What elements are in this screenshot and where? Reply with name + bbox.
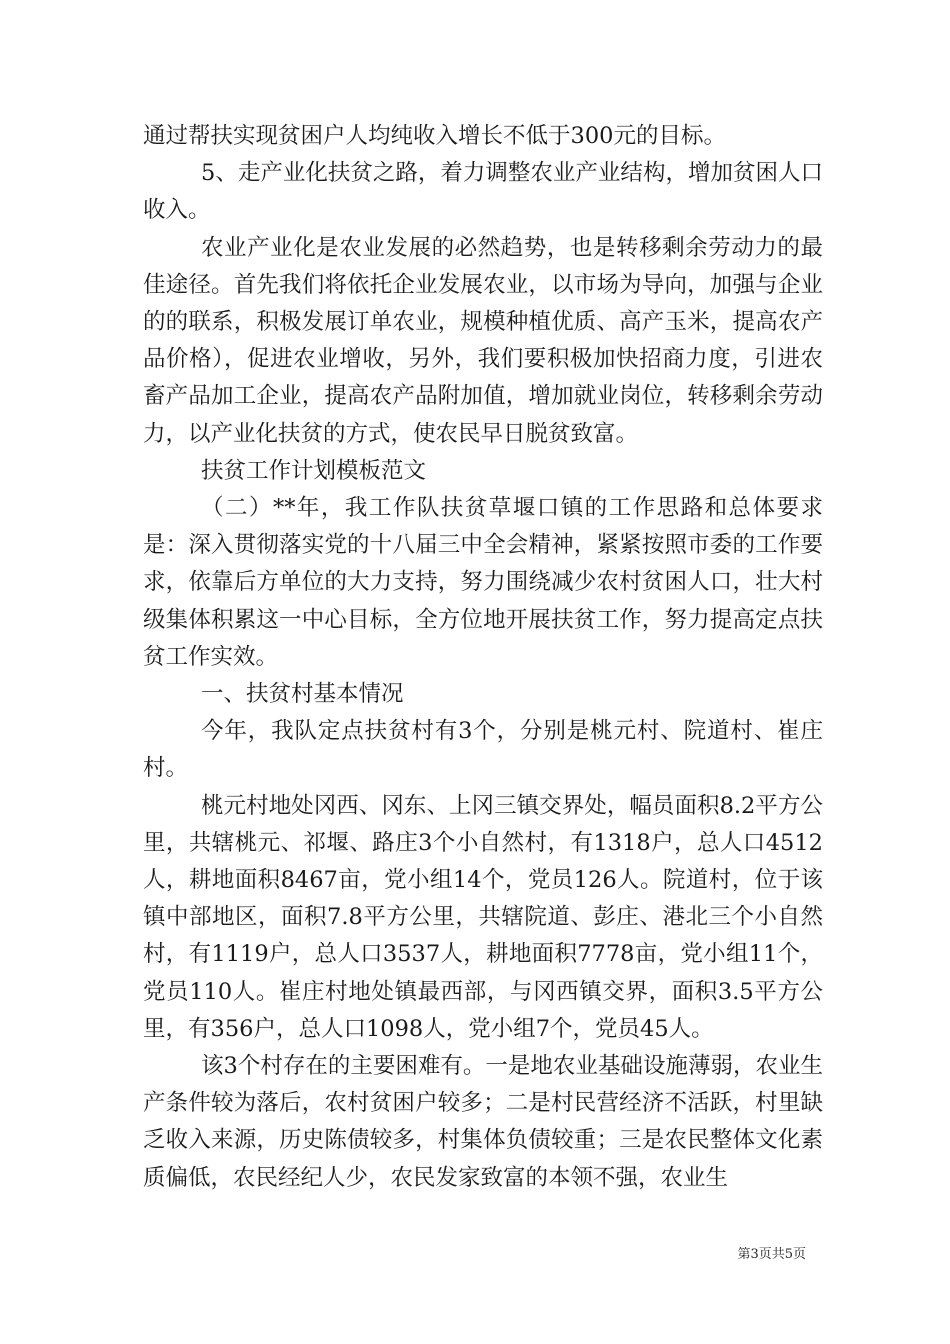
paragraph-7: 今年，我队定点扶贫村有3个，分别是桃元村、院道村、崔庄村。 bbox=[143, 718, 823, 782]
paragraph-3: 农业产业化是农业发展的必然趋势，也是转移剩余劳动力的最佳途径。首先我们将依托企业发展农业，以市场为导向，加强与企业的的联系，积极发展订单农业，规模种植优质、高产玉米，提高农产品价格），促进农业增收，另外，我们要积极加快招商力度，引进农畜产品加工企业，提高农产品附加值，增加就业岗位，转移剩余劳动力，以产业化扶贫的方式，使农民早日脱贫致富。 bbox=[143, 234, 823, 447]
section-heading-basic-info: 一、扶贫村基本情况 bbox=[201, 681, 404, 708]
paragraph-5: （二）**年，我工作队扶贫草堰口镇的工作思路和总体要求是：深入贯彻落实党的十八届三中全会精神，紧紧按照市委的工作要求，依靠后方单位的大力支持，努力围绕减少农村贫困人口，壮大村级集体积累这一中心目标，全方位地开展扶贫工作，努力提高定点扶贫工作实效。 bbox=[143, 495, 823, 670]
paragraph-2: 5、走产业化扶贫之路，着力调整农业产业结构，增加贫困人口收入。 bbox=[143, 160, 823, 224]
page-number-footer: 第3页共5页 bbox=[737, 1247, 806, 1262]
paragraph-8: 桃元村地处冈西、冈东、上冈三镇交界处，幅员面积8.2平方公里，共辖桃元、祁堰、路庄3个小自然村，有1318户，总人口4512人，耕地面积8467亩，党小组14个，党员126人。院道村，位于该镇中部地区，面积7.8平方公里，共辖院道、彭庄、港北三个小自然村，有1119户，总人口3537人，耕地面积7778亩，党小组11个，党员110人。崔庄村地处镇最西部，与冈西镇交界，面积3.5平方公里，有356户，总人口1098人，党小组7个，党员45人。 bbox=[143, 792, 823, 1042]
paragraph-9: 该3个村存在的主要困难有。一是地农业基础设施薄弱，农业生产条件较为落后，农村贫困户较多；二是村民营经济不活跃，村里缺乏收入来源，历史陈债较多，村集体负债较重；三是农民整体文化素质偏低，农民经纪人少，农民发家致富的本领不强，农业生 bbox=[143, 1053, 823, 1191]
paragraph-1: 通过帮扶实现贫困户人均纯收入增长不低于300元的目标。 bbox=[143, 123, 726, 149]
document-body bbox=[143, 118, 823, 1197]
section-heading-template: 扶贫工作计划模板范文 bbox=[201, 457, 427, 484]
